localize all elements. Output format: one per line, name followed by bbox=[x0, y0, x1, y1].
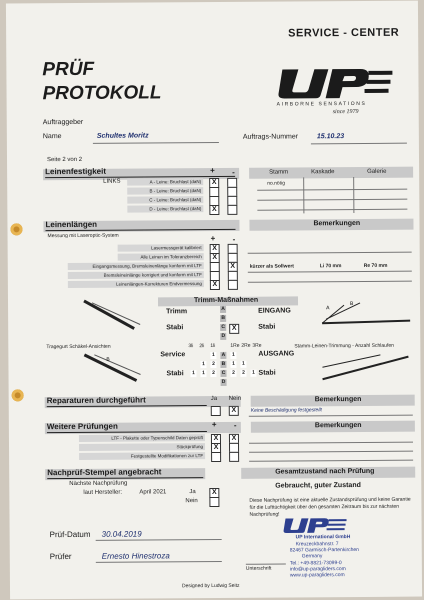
further-heading: Weitere Prüfungen bbox=[47, 421, 207, 433]
plus-label-2: + bbox=[210, 233, 216, 244]
repairs-ja: Ja bbox=[210, 395, 218, 403]
stabi-label-in: Stabi bbox=[166, 324, 184, 332]
top-cell-3: 1 bbox=[231, 351, 235, 358]
length-plus-0[interactable]: X bbox=[210, 244, 220, 254]
line-strength-heading: Leinenfestigkeit bbox=[45, 166, 235, 178]
strength-check-a[interactable]: X bbox=[209, 178, 219, 188]
repairs-nein-box[interactable]: X bbox=[229, 406, 239, 416]
condition-heading: Gesamtzustand nach Prüfung bbox=[275, 467, 375, 476]
stabi-label-out-right: Stabi bbox=[258, 369, 276, 377]
sub-left-3: 1li bbox=[210, 342, 216, 350]
condition-value: Gebraucht, guter Zustand bbox=[275, 481, 361, 490]
stamp-company: UP International GmbH bbox=[295, 534, 351, 541]
stamp-line2: laut Hersteller: bbox=[83, 489, 123, 496]
service-cell-3: B bbox=[221, 360, 226, 367]
strength-row-c: C - Leine: Bruchlast (daN) bbox=[127, 196, 203, 204]
length-minus-2[interactable]: X bbox=[228, 262, 238, 272]
length-row-1: Alle Leinen im Toleranzbereich bbox=[118, 253, 204, 261]
line-lengths-heading: Leinenlängen bbox=[45, 219, 235, 231]
stamp-ja: Ja bbox=[189, 489, 196, 496]
repairs-remarks-heading: Bemerkungen bbox=[314, 395, 362, 404]
top-cell-1: 1 bbox=[211, 351, 215, 359]
ausgang-label: AUSGANG bbox=[258, 350, 295, 358]
repairs-remark: Keine Beschädigung festgestellt bbox=[250, 407, 322, 414]
strength-table-value: no.nötig bbox=[267, 180, 286, 187]
in-letter-c: C bbox=[221, 323, 226, 330]
eingang-label: EINGANG bbox=[258, 307, 291, 315]
strength-check-d[interactable]: X bbox=[209, 205, 219, 215]
further-remarks-heading: Bemerkungen bbox=[314, 421, 362, 430]
riser-diagram-in-right bbox=[320, 299, 412, 328]
stamp-logo-icon bbox=[282, 517, 352, 533]
stamp-city: 82467 Garmisch-Partenkirchen bbox=[289, 546, 359, 554]
riser-diagram-out-right bbox=[320, 353, 412, 384]
svg-text:A: A bbox=[326, 305, 330, 312]
condition-note: Diese Nachprüfung ist eine aktuelle Zustandsprüfung und keine Garantie für die Lufttüchtigkeit über den gesamten Zeitraum bis zur nächsten Nachprüfung! bbox=[249, 496, 411, 518]
stamp-date: April 2021 bbox=[139, 489, 167, 496]
stabi-label-in-right: Stabi bbox=[258, 323, 276, 331]
name-value: Schultes Moritz bbox=[96, 132, 149, 140]
sub-left-2: 2li bbox=[199, 343, 205, 350]
stabi-cell-7: 1 bbox=[252, 369, 255, 376]
strength-minus-d[interactable] bbox=[227, 205, 237, 215]
signature-label: Unterschrift bbox=[245, 565, 272, 572]
remark-left: Li 70 mm bbox=[319, 263, 342, 270]
brand-logo bbox=[274, 67, 394, 120]
order-underline bbox=[311, 143, 407, 145]
svg-text:B: B bbox=[106, 356, 110, 363]
strength-row-a: A - Leine: Bruchlast (daN) bbox=[127, 178, 203, 186]
caption-lines: Stamm-Leinen-Trimmung - Anzahl Schlaufen bbox=[294, 342, 394, 350]
length-row-0: Lasermessgerät kalibriert bbox=[118, 244, 204, 252]
trim-heading: Trimm-Maßnahmen bbox=[193, 296, 259, 305]
sub-right-1: 1Re bbox=[230, 342, 240, 349]
examiner-label: Prüfer bbox=[49, 552, 72, 562]
svg-text:B: B bbox=[350, 301, 354, 308]
service-cell-1: 1 bbox=[202, 361, 205, 368]
repairs-heading: Reparaturen durchgeführt bbox=[47, 395, 207, 407]
order-label: Auftrags-Nummer bbox=[242, 133, 299, 141]
line-lengths-remarks-heading: Bemerkungen bbox=[313, 219, 361, 228]
sub-right-2: 2Re bbox=[241, 342, 251, 349]
further-row-0: LTF - Plakette oder Typenschild Daten geprüft bbox=[79, 434, 205, 442]
examiner-value: Ernesto Hinestroza bbox=[101, 551, 170, 561]
further-check-0[interactable]: X bbox=[211, 434, 221, 444]
line-lengths-subheading: Messung mit Laseroptic-System bbox=[47, 232, 119, 240]
length-row-3: Bremsleineinlänge korrigiert und konform mit LTF bbox=[68, 271, 204, 279]
remark-label: kürzer als Sollwert bbox=[249, 263, 294, 270]
minus-label-2: - bbox=[232, 234, 236, 244]
stamp-country: Germany bbox=[301, 553, 323, 560]
length-plus-4[interactable]: X bbox=[210, 280, 220, 290]
punch-hole-top bbox=[10, 223, 22, 235]
further-minus-0[interactable]: X bbox=[229, 434, 239, 444]
strength-row-b: B - Leine: Bruchlast (daN) bbox=[127, 187, 203, 195]
repairs-nein: Nein bbox=[228, 395, 242, 402]
stabi-cell-1: 1 bbox=[192, 370, 195, 377]
service-cell-5: 1 bbox=[242, 360, 245, 367]
plus-label: + bbox=[210, 165, 215, 176]
footer-credit: Designed by Ludwig Seitz bbox=[181, 582, 240, 590]
logo-tagline: AIRBORNE SENSATIONS bbox=[276, 100, 367, 108]
punch-hole-bottom bbox=[12, 389, 24, 401]
trimm-label-in: Trimm bbox=[166, 308, 188, 316]
stabi-cell-2: 1 bbox=[202, 370, 205, 377]
top-cell-2: A bbox=[221, 351, 226, 358]
service-label: Service bbox=[160, 351, 186, 359]
stamp-web: www.up-paragliders.com bbox=[289, 572, 345, 579]
stamp-line1: Nächste Nachprüfung bbox=[69, 480, 128, 488]
stabi-cell-5: 2 bbox=[232, 369, 235, 376]
col-kaskade: Kaskade bbox=[311, 169, 335, 176]
client-label: Auftraggeber bbox=[42, 118, 84, 127]
plus-label-3: + bbox=[211, 419, 217, 430]
stamp-ja-box[interactable]: X bbox=[209, 488, 219, 498]
col-galerie: Galerie bbox=[367, 168, 387, 175]
further-check-1[interactable]: X bbox=[211, 443, 221, 453]
length-plus-1[interactable]: X bbox=[210, 253, 220, 263]
stamp-heading: Nachprüf-Stempel angebracht bbox=[47, 467, 203, 479]
minus-label: - bbox=[232, 167, 235, 177]
stabi-cell-3: 2 bbox=[212, 369, 215, 377]
riser-diagram-out-left bbox=[82, 352, 146, 384]
stamp-nein: Nein bbox=[185, 498, 198, 505]
stamp-phone: Tel.: +49-8821-73099-0 bbox=[289, 560, 342, 567]
sub-right-3: 3Re bbox=[252, 342, 262, 349]
service-cell-4: 1 bbox=[232, 360, 235, 367]
further-row-2: Festgestellte Modifikationen zur LTF bbox=[79, 452, 205, 460]
order-value: 15.10.23 bbox=[316, 133, 345, 141]
in-letter-d: D bbox=[221, 332, 226, 339]
strength-row-d: D - Leine: Bruchlast (daN) bbox=[127, 205, 203, 213]
inspection-form bbox=[6, 1, 422, 600]
riser-diagram-in-left bbox=[82, 298, 146, 334]
service-cell-2: 2 bbox=[212, 360, 215, 368]
test-date-label: Prüf-Datum bbox=[49, 529, 91, 540]
test-date-value: 30.04.2019 bbox=[101, 529, 142, 539]
col-stamm: Stamm bbox=[269, 169, 289, 176]
sub-left-1: 3li bbox=[188, 343, 194, 350]
stabi-label-out: Stabi bbox=[166, 370, 184, 378]
out-letter-d: D bbox=[221, 378, 226, 385]
length-row-2: Eingangsmessung, Bremsleinenlänge konform mit LTF bbox=[68, 262, 204, 270]
company-stamp bbox=[282, 517, 412, 580]
logo-since: since 1979 bbox=[332, 108, 359, 116]
side-links: LINKS bbox=[103, 178, 121, 185]
further-minus-2[interactable] bbox=[229, 452, 239, 462]
stabi-cell-4: C bbox=[221, 369, 226, 376]
stabi-cell-6: 2 bbox=[242, 369, 245, 376]
in-check[interactable]: X bbox=[229, 324, 239, 334]
remark-right: Re 70 mm bbox=[363, 262, 388, 269]
name-underline bbox=[93, 142, 219, 144]
title-line2: PROTOKOLL bbox=[42, 82, 162, 105]
further-check-2[interactable] bbox=[211, 452, 221, 462]
in-letter-b: B bbox=[221, 314, 225, 321]
length-row-4: Leinenlängen-Korrekturen Endvermessung bbox=[68, 280, 204, 288]
length-minus-4[interactable] bbox=[228, 280, 238, 290]
name-label: Name bbox=[42, 133, 62, 141]
further-row-1: Stückprüfung bbox=[79, 443, 205, 451]
caption-risers: Tragegurt Schäkel-Ansichten bbox=[46, 343, 111, 351]
minus-label-3: - bbox=[233, 420, 237, 430]
stamp-email: info@up-paragliders.com bbox=[289, 566, 346, 573]
in-letter-a: A bbox=[221, 305, 225, 312]
repairs-ja-box[interactable] bbox=[211, 406, 221, 416]
stamp-street: Kreuzeckbahnstr. 7 bbox=[295, 541, 339, 548]
service-center-label: SERVICE - CENTER bbox=[288, 26, 400, 40]
stamp-nein-box[interactable] bbox=[209, 497, 219, 507]
up-logo-icon bbox=[274, 67, 394, 100]
page-info: Seite 2 von 2 bbox=[46, 156, 83, 164]
title-line1: PRÜF bbox=[42, 58, 95, 81]
